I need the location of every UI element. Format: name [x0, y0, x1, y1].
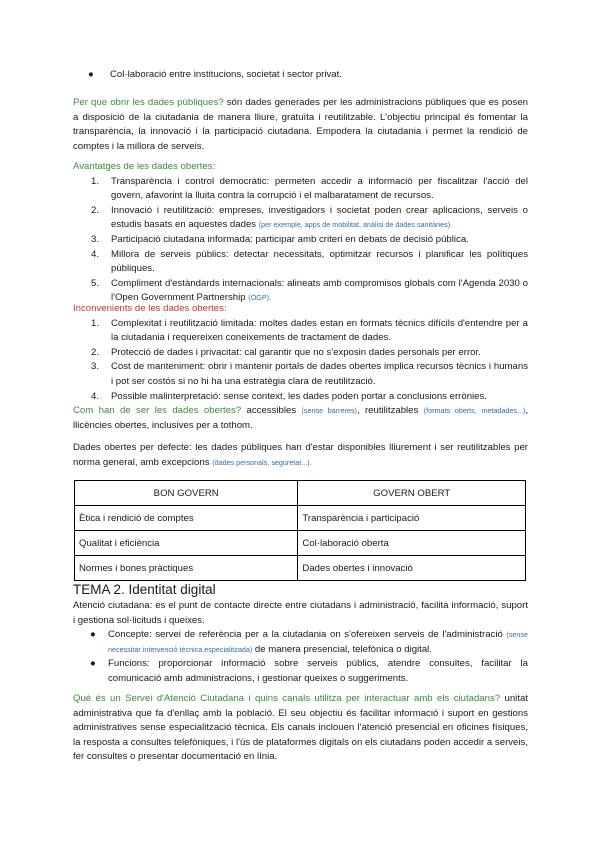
table-row	[75, 531, 526, 556]
list-item: 3. Participació ciutadana informada: participar amb criteri en debats de decisió pública.	[91, 233, 469, 245]
list-item: 1. Transparència i control democràtic: permeten accedir a informació per fiscalitzar l'acció del govern, afavorint la lluita contra la corrupció i el malbaratament de recursos.	[91, 175, 528, 202]
governance-table	[74, 480, 526, 581]
list-item: 4. Millora de serveis públics: detectar necessitats, optimitzar recursos i planificar les polítiques públiques.	[91, 248, 528, 275]
list-item: 1. Complexitat i reutilització limitada: moltes dades estan en formats tècnics difícils d'entendre per a la ciutadania i requereixen coneixements de tractament de dades.	[91, 317, 528, 344]
how-open-question: Com han de ser les dades obertes?	[73, 405, 242, 416]
how-open-paragraph: Com han de ser les dades obertes? accessibles (sense barreres), reutilitzables (formats oberts, metadades...), llicències obertes, inclusives per a tothom.	[73, 405, 529, 431]
list-item: 4. Possible malinterpretació: sense context, les dades poden portar a conclusions errònies.	[91, 390, 487, 402]
table-cell: Dades obertes i innovació	[298, 556, 526, 581]
advantages-heading: Avantatges de les dades obertes:	[73, 161, 216, 172]
disadvantages-list	[73, 317, 528, 405]
advantages-list	[73, 175, 528, 306]
table-header-row	[75, 481, 526, 506]
bullet-dot-icon: ●	[90, 658, 96, 670]
sac-question: Què és un Servei d'Atenció Ciutadana i quins canals utilitza per interactuar amb els ciutadans?	[73, 693, 501, 704]
why-open-paragraph	[73, 96, 528, 154]
bullet-dot-icon: ●	[88, 69, 94, 80]
disadvantages-section	[73, 302, 528, 404]
disadvantages-heading: Inconvenients de les dades obertes:	[73, 303, 227, 314]
table-cell: Ètica i rendició de comptes	[75, 506, 298, 531]
atencio-paragraph: Atenció ciutadana: es el punt de contacte directe entre ciutadans i administració, facilita informació, suport i gestiona sol·licituds i queixes.	[73, 600, 528, 626]
bullet-list	[88, 628, 528, 686]
list-item: 2. Innovació i reutilització: empreses, investigadors i societat poden crear aplicacions, serveis o estudis basats en aquestes dades (per exemple, apps de mobilitat, anàlisi de dades sanitàries).	[91, 204, 528, 231]
table-row	[75, 506, 526, 531]
table-cell: Normes i bones pràctiques	[75, 556, 298, 581]
list-item: 3. Cost de manteniment: obrir i mantenir portals de dades obertes implica recursos tècnics i humans i pot ser costós si no hi ha una estratègia clara de reutilització.	[91, 361, 528, 387]
sac-paragraph	[73, 692, 528, 765]
sac-answer: unitat administrativa que fa d'enllaç amb la població. El seu objectiu és facilitar informació i suport en gestions administratives sense especialització tècnica. Els canals inclouen l'atenció presencial en oficines físiques, la resposta a consultes telefòniques, i l'ús de plataformes digitals on els ciutadans poden accedir a serveis, fer consultes o presentar documentació en línia.	[73, 693, 528, 763]
list-item: 5. Compliment d'estàndards internacionals: alineats amb compromisos globals com l'Agenda 2030 o l'Open Government Partnership (OGP).	[91, 277, 528, 304]
default-open-paragraph: Dades obertes per defecte: les dades públiques han d'estar disponibles lliurement i ser reutilitzables per norma general, amb excepcions (dades personals, seguretat...).	[73, 442, 528, 468]
table-row	[75, 556, 526, 581]
bullet-dot-icon: ●	[90, 629, 96, 640]
intro-bullet: ● Col·laboració entre institucions, societat i sector privat.	[90, 68, 342, 83]
table-cell: Qualitat i eficiència	[75, 531, 298, 556]
why-open-answer: són dades generades per les administracions públiques que es posen a disposició de la ciutadania de manera lliure, gratuïta i reutilitzable. L'objectiu principal és fomentar la transparència, la innovació i la participació ciutadana. Empodera la ciutadania i permet la rendició de comptes i la millora de serveis.	[73, 97, 528, 152]
list-item: ● Concepte: servei de referència per a la ciutadania on s'ofereixen serveis de l'administració (sense necessitar intervenció tècnica especialitzada) de manera presencial, telefònica o digital.	[90, 629, 528, 655]
why-open-question: Per que obrir les dades públiques?	[73, 97, 224, 108]
table-cell: Transparència i participació	[298, 506, 526, 531]
list-item: 2. Protecció de dades i privacitat: cal garantir que no s'exposin dades personals per error.	[91, 346, 481, 358]
table-header: BON GOVERN	[75, 481, 298, 506]
advantages-section	[73, 160, 528, 306]
table-cell: Col·laboració oberta	[298, 531, 526, 556]
section-title: TEMA 2. Identitat digital	[73, 582, 216, 597]
atencio-bullets	[88, 628, 528, 686]
list-item: ● Funcions: proporcionar informació sobre serveis públics, atendre consultes, facilitar la comunicació amb administracions, i gestionar queixes o suggeriments.	[90, 658, 528, 684]
table-header: GOVERN OBERT	[298, 481, 526, 506]
